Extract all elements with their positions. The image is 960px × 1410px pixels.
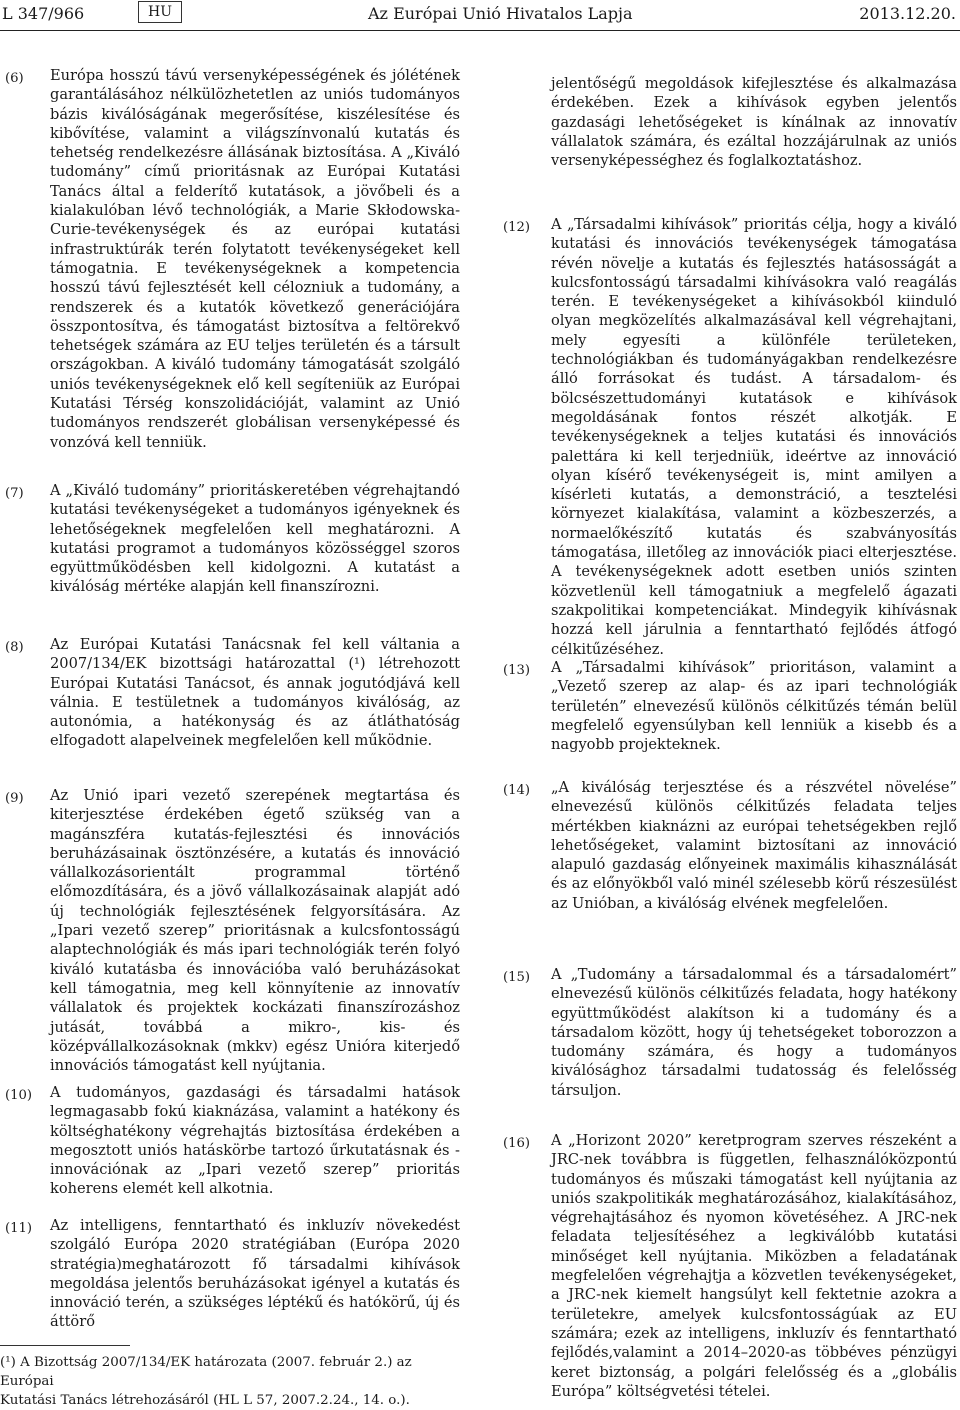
- recital-number: (6): [5, 71, 24, 86]
- page-header: [0, 0, 960, 30]
- footnote-text-line2: Kutatási Tanács létrehozásáról (HL L 57, 2007.2.24., 14. o.).: [0, 1393, 410, 1408]
- journal-title: Az Európai Unió Hivatalos Lapja: [368, 4, 633, 23]
- recital-paragraph: Az Unió ipari vezető szerepének megtartása és kiterjesztése érdekében égető szükség van a magánszféra kutatás-fejlesztési és innovációs beruházásainak ösztönzésére, a kutatás és innováció vállalkozásorientált programmal történő előmozdítására, és a jövő vállalkozásainak alapját adó új technológiák fejlesztésének felgyorsítására. Az „Ipari vezető szerep” prioritásnak a kulcsfontosságú alaptechnológiák és más ipari technológiák terén folyó kiváló kutatásba és innovációba való beruházásokat kell támogatnia, meg kell könnyítenie az innovatív vállalatok és projektek kockázati finanszírozáshoz jutását, továbbá a mikro-, kis- és középvállalkozásoknak (mkkv) egész Unióra kiterjedő innovációs támogatást kell nyújtania.: [50, 787, 460, 1075]
- recital-paragraph: Az Európai Kutatási Tanácsnak fel kell váltania a 2007/134/EK bizottsági határozattal (¹) létrehozott Európai Kutatási Tanácsot, és annak jogutódjává kell válnia. E testületnek a tudományos kiválóság, az autonómia, a hatékonyság és az átláthatóság elfogadott alapelveinek megfelelően kell működnie.: [50, 636, 460, 750]
- page-reference: L 347/966: [2, 4, 85, 23]
- recital-number: (12): [503, 220, 531, 235]
- recital-number: (8): [5, 640, 24, 655]
- recital-paragraph: A tudományos, gazdasági és társadalmi hatások legmagasabb fokú kiaknázása, valamint a hatékony és költséghatékony végrehajtás biztosítása érdekében a megosztott uniós hatáskörbe tartozó űrkutatásnak és -innovációnak az „Ipari vezető szerep” prioritás koherens elemét kell alkotnia.: [50, 1084, 460, 1198]
- recital-paragraph: Az intelligens, fenntartható és inkluzív növekedést szolgáló Európa 2020 stratégiában (Európa 2020 stratégia)meghatározott fő társadalmi kihívások megoldása jelentős beruházásokat igényel a kutatás és innováció terén, a szükséges léptékű és hatókörű, új és áttörő: [50, 1217, 460, 1331]
- header-divider: [0, 30, 960, 31]
- recital-number: (10): [5, 1088, 33, 1103]
- recital-number: (13): [503, 663, 531, 678]
- recital-continuation: jelentőségű megoldások kifejlesztése és alkalmazása érdekében. Ezek a kihívások egyben jelentős gazdasági lehetőségeket is kínálnak az innovatív vállalatok számára, és ezáltal hozzájárulnak az uniós versenyképességhez és foglalkoztatáshoz.: [551, 75, 957, 170]
- recital-paragraph: A „Tudomány a társadalommal és a társadalomért” elnevezésű különös célkitűzés feladata, hogy hatékony együttműködést alakítson ki a tudomány és a társadalom között, hogy új tehetségeket toborozzon a tudomány számára, és hogy a tudományos kiválósághoz társadalmi tudatosság és felelősség társuljon.: [551, 966, 957, 1099]
- recital-number: (11): [5, 1221, 33, 1236]
- recital-paragraph: A „Horizont 2020” keretprogram szerves részeként a JRC-nek továbbra is független, felhasználóközpontú tudományos és műszaki támogatást kell nyújtania az uniós szakpolitikák meghatározásához, kialakításához, végrehajtásához és nyomon követéséhez. A JRC-nek feladata teljesítéséhez a legkiválóbb kutatási minőséget kell nyújtania. Miközben a feladatának megfelelően végrehajtja a közvetlen tevékenységeket, a JRC-nek kiemelt hangsúlyt kell fektetnie azokra a területekre, amelyek kulcsfontosságúak az EU számára; ezek az intelligens, inkluzív és fenntartható fejlődés,valamint a 2014–2020-as többéves pénzügyi keret biztonság, a polgári felelősség és a „globális Európa” költségvetési tételei.: [551, 1132, 957, 1400]
- footnote: [0, 1353, 460, 1410]
- publication-date: 2013.12.20.: [859, 4, 956, 23]
- footnote-marker: (¹): [0, 1355, 16, 1370]
- recital-paragraph: Európa hosszú távú versenyképességének és jólétének garantálásához nélkülözhetetlen az uniós tudományos bázis kiválóságának megerősítése, kiszélesítése és kibővítése, valamint a világszínvonalú kutatás és tehetség rendelkezésre állásának biztosítása. A „Kiváló tudomány” című prioritásnak az Európai Kutatási Tanács által a felderítő kutatások, a jövőbeli és a kialakulóban lévő technológiák, a Marie Skłodowska-Curie-tevékenységek és az európai kutatási infrastruktúrák terén folytatott tevékenységeket kell támogatnia. E tevékenységeknek a kompetencia hosszú távú fejlesztését kell célozniuk a tudomány, a rendszerek és a kutatók következő generációjára összpontosítva, és támogatást biztosítva a feltörekvő tehetségek számára az EU teljes területén és a társult országokban. A kiváló tudomány támogatását szolgáló uniós tevékenységeknek elő kell segíteniük az Európai Kutatási Térség konszolidációját, valamint az Unió tudományos rendszerét globálisan versenyképessé és vonzóvá kell tenniük.: [50, 67, 460, 451]
- recital-paragraph: A „Társadalmi kihívások” prioritáson, valamint a „Vezető szerep az alap- és az ipari technológiák területén” elnevezésű különös célkitűzés témán belül megfelelő egyensúlyban kell lenniük a kisebb és a nagyobb projekteknek.: [551, 659, 957, 754]
- recital-paragraph: A „Kiváló tudomány” prioritáskeretében végrehajtandó kutatási tevékenységeket a tudományos igényeknek és lehetőségeknek megfelelően kell meghatározni. A kutatási programot a tudományos közösséggel szoros együttműködésben kell kidolgozni. A kutatást a kiválóság mértéke alapján kell finanszírozni.: [50, 482, 460, 596]
- recital-number: (16): [503, 1136, 531, 1151]
- recital-paragraph: „A kiválóság terjesztése és a részvétel növelése” elnevezésű különös célkitűzés feladata teljes mértékben kiaknázni az európai tehetségekben rejlő lehetőségeket, valamint biztosítani az innováció alapuló gazdaság előnyeinek maximális kihasználását és az előnyökből való minél szélesebb körű részesülést az Unióban, a kiválóság elvének megfelelően.: [551, 779, 957, 912]
- footnote-divider: [0, 1345, 130, 1346]
- recital-paragraph: A „Társadalmi kihívások” prioritás célja, hogy a kiváló kutatási és innovációs tevékenységek támogatása révén növelje a kutatás és fejlesztés hatásosságát a kulcsfontosságú társadalmi kihívásokra való reagálás terén. E tevékenységeket a kihívásokból kiinduló olyan megközelítés alkalmazásával kell végrehajtani, mely egyesíti a különféle területeken, technológiákban és tudományágakban rendelkezésre álló forrásokat és tudást. A társadalom- és bölcsészettudományi kutatások e kihívások megoldásának fontos részét alkotják. E tevékenységeknek a teljes kutatási és innovációs palettára ki kell terjedniük, ideértve az innováció olyan kísérő tevékenységeit is, mint amilyen a kísérleti kutatás, a demonstráció, a tesztelési környezet kialakítása, valamint a közbeszerzés, a normaelőkészítő kutatás és szabványosítás támogatása, illetőleg az innovációk piaci elterjesztése. A tevékenységeknek adott esetben uniós szinten közvetlenül kell támogatniuk a megfelelő ágazati szakpolitikai kompetenciákat. Mindegyik kihívásnak hozzá kell járulnia a fenntartható fejlődés átfogó célkitűzéséhez.: [551, 216, 957, 658]
- recital-number: (15): [503, 970, 531, 985]
- recital-number: (14): [503, 783, 531, 798]
- language-badge: HU: [138, 1, 182, 23]
- footnote-line: [0, 1353, 460, 1391]
- recital-number: (9): [5, 791, 24, 806]
- recital-number: (7): [5, 486, 24, 501]
- footnote-text-line1: A Bizottság 2007/134/EK határozata (2007. február 2.) az Európai: [0, 1355, 412, 1389]
